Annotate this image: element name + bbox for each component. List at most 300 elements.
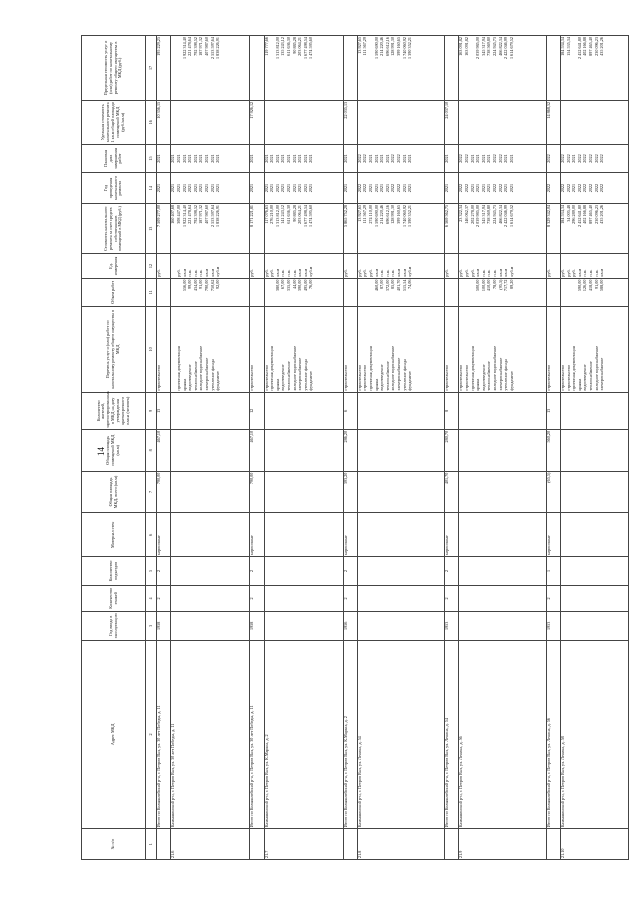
cell-line: 274 110,00 xyxy=(367,204,373,224)
cell-entrances: 2 xyxy=(157,557,171,586)
cell-line: 195 229,25 xyxy=(156,37,162,56)
cell-line: 1 590 690,00 xyxy=(373,204,379,227)
column-number: 17 xyxy=(146,36,157,101)
cell-line: 2022 xyxy=(593,183,599,193)
cell-unit-cost xyxy=(171,100,250,144)
cell-line: 128 991,30 xyxy=(390,204,396,224)
cell-line: строительство xyxy=(249,365,255,391)
cell-line: 2021 xyxy=(176,183,181,193)
cell-line: 2 039 985,00 xyxy=(475,37,481,59)
cell-line: 2021 xyxy=(373,183,379,193)
cell-line: 13 927,65 xyxy=(356,204,362,222)
cell-line: руб. xyxy=(362,269,368,277)
cell-line: руб. xyxy=(565,269,571,277)
column-header: Плановая дата завершения работ xyxy=(82,144,146,173)
cell-units xyxy=(445,254,459,278)
cell-line: 590,00 xyxy=(576,279,582,292)
cell-line xyxy=(547,37,553,99)
cell-line: 1 838 226,91 xyxy=(215,37,221,59)
cell-line: 2021 xyxy=(407,154,413,163)
cell-line: электроснабжение xyxy=(497,357,503,391)
cell-line: теплоснабжение xyxy=(384,361,390,391)
cell-line: крыша xyxy=(274,378,280,391)
cell-line: 126,00 xyxy=(582,279,588,292)
cell-area-total: 401,70 xyxy=(445,471,459,513)
column-header: Общая площадь помещений МКД (кв.м) xyxy=(82,429,146,471)
column-header: Год проведения капитального ремонта xyxy=(82,173,146,204)
cell-line: 2022 xyxy=(560,183,566,193)
cell-area-rooms xyxy=(561,429,629,471)
cell-line: 2021 xyxy=(508,183,514,193)
cell-line: 2021 xyxy=(367,183,373,193)
cell-costs xyxy=(459,203,547,253)
cell-line: 2021 xyxy=(263,183,269,193)
cell-line: 119 777,66 xyxy=(263,37,269,56)
cell-limit-cost xyxy=(264,36,343,101)
cell-line: 2021 xyxy=(156,154,162,163)
cell-unit-cost: 24 037,10 xyxy=(445,100,459,144)
cell-line: 1 390 352,21 xyxy=(407,37,413,59)
cell-line: 99,00 xyxy=(187,279,193,289)
cell-line: 2021 xyxy=(480,183,486,193)
cell-line: 2021 xyxy=(215,154,221,163)
cell-volumes xyxy=(250,278,264,307)
cell-area-rooms: 467,10 xyxy=(157,429,171,471)
cell-units xyxy=(459,254,547,278)
cell-line: 2021 xyxy=(249,183,255,193)
cell-line: утепление фасада xyxy=(503,358,509,391)
cell-line: 2021 xyxy=(181,183,187,193)
cell-line: 2021 xyxy=(571,154,577,163)
cell-line: водоотведение xyxy=(480,364,486,391)
cell-line: 418,00 xyxy=(588,279,594,292)
cell-line: 345 317,94 xyxy=(480,204,486,224)
cell-line: утепление фасада xyxy=(302,358,308,391)
cell-line: 2021 xyxy=(181,154,187,163)
column-number: 4 xyxy=(146,585,157,611)
cell-no xyxy=(546,829,560,860)
cell-years xyxy=(546,173,560,204)
cell-area-total xyxy=(561,471,629,513)
cell-address: Итого по Колышлейский р-н, г. Петров Вал, ул. Ленина, д. 54 xyxy=(445,640,459,829)
cell-year: 1958 xyxy=(250,612,264,641)
cell-line: 399 160,65 xyxy=(395,204,401,224)
cell-floors xyxy=(459,585,547,611)
cell-line: строительство xyxy=(565,365,571,391)
cell-line: 2021 xyxy=(503,183,509,193)
cell-limit-cost xyxy=(357,36,445,101)
cell-line: п.м. xyxy=(582,269,588,277)
cell-walls xyxy=(459,513,547,557)
column-number: 14 xyxy=(146,173,157,204)
column-number: 8 xyxy=(146,429,157,471)
cell-line: руб. xyxy=(464,269,470,277)
cell-line: 380,00 xyxy=(274,279,280,292)
cell-line: 117 076,63 xyxy=(263,204,269,224)
cell-line: 111 567,29 xyxy=(362,37,368,56)
cell-line: 160 407,68 xyxy=(170,204,176,224)
cell-address: Камышинский р-н, г. Петров Вал, ул. К.Маркса, д. 2 xyxy=(264,640,343,829)
cell-line: 556,00 xyxy=(181,279,187,292)
table-row xyxy=(171,36,250,860)
cell-line: 792 398,52 xyxy=(192,204,198,224)
cell-line: руб. xyxy=(560,269,566,277)
cell-area-rooms: 467,10 xyxy=(250,429,264,471)
cell-no: 21.10 xyxy=(561,829,629,860)
cell-line: крыша xyxy=(576,378,582,391)
cell-address: Камышинский р-н, г. Петров Вал, ул. Ленина, д. 54 xyxy=(357,640,445,829)
cell-line: 2021 xyxy=(280,183,286,193)
cell-floors: 2 xyxy=(343,585,357,611)
cell-line xyxy=(157,280,163,306)
cell-line: руб. xyxy=(571,269,577,277)
cell-line: 402 166,88 xyxy=(582,204,588,224)
cell-line: 500,00 xyxy=(475,279,481,292)
cell-line: строительство xyxy=(362,365,368,391)
table-row xyxy=(250,36,264,860)
cell-line: 146 062,37 xyxy=(464,204,470,224)
cell-costs xyxy=(157,203,171,253)
cell-floors: 2 xyxy=(445,585,459,611)
cell-line xyxy=(344,280,350,306)
cell-line: 85,00 xyxy=(390,279,396,289)
cell-works xyxy=(561,307,629,393)
cell-area-rooms xyxy=(264,429,343,471)
cell-line: п.м. xyxy=(588,269,594,277)
cell-line: строительство xyxy=(458,365,464,391)
cell-line xyxy=(445,37,451,99)
cell-costs xyxy=(445,203,459,253)
cell-line: п.м. xyxy=(285,269,291,277)
cell-line: 2021 xyxy=(407,183,413,193)
cell-line: 1 677 498,54 xyxy=(302,37,308,59)
cell-line: крыша xyxy=(373,378,379,391)
cell-area-rooms xyxy=(459,429,547,471)
column-number: 16 xyxy=(146,100,157,144)
column-header: Удельная стоимость капитального ремонта 1 кв.м общей площади помещений МКД (руб./кв.м) xyxy=(82,100,146,144)
cell-line: 141 243,12 xyxy=(280,204,286,224)
cell-line: 2021 xyxy=(285,183,291,193)
cell-year: 1953 xyxy=(546,612,560,641)
cell-floors xyxy=(561,585,629,611)
cell-line: 2022 xyxy=(576,183,582,193)
cell-line: 2022 xyxy=(560,154,566,163)
cell-line: 897 465,40 xyxy=(588,37,594,56)
cell-line: 6 569 562,75 xyxy=(444,204,450,227)
cell-line: 2021 xyxy=(308,154,314,163)
cell-no xyxy=(157,829,171,860)
cell-volumes xyxy=(343,278,357,307)
cell-line: 2022 xyxy=(492,183,497,193)
cell-line: 2022 xyxy=(362,154,368,163)
page-number: 14 xyxy=(96,447,106,456)
cell-line: 2021 xyxy=(176,154,181,163)
cell-line: куб.м xyxy=(508,266,514,277)
cell-line: 738 569,80 xyxy=(486,204,492,224)
cell-line: 2021 xyxy=(379,183,385,193)
cell-line: холодное водоснабжение xyxy=(291,345,297,391)
cell-line: куб.м xyxy=(407,266,413,277)
cell-line: 2021 xyxy=(198,154,204,163)
cell-line: 696 612,16 xyxy=(384,204,390,224)
cell-residents: 13 xyxy=(546,392,560,429)
cell-line: 611 636,30 xyxy=(285,204,291,224)
cell-line: 2021 xyxy=(280,154,286,163)
cell-line: водоотведение xyxy=(582,364,588,391)
cell-line: 335,00 xyxy=(285,279,291,292)
cell-line xyxy=(445,280,451,306)
cell-floors xyxy=(264,585,343,611)
cell-line: кв.м xyxy=(373,268,379,277)
column-header: Количество этажей xyxy=(82,585,146,611)
cell-line: 2021 xyxy=(475,154,481,163)
cell-line: 296 289,00 xyxy=(571,204,577,224)
cell-line: 34 005,48 xyxy=(565,204,571,222)
cell-line: 1 740 060,92 xyxy=(401,204,407,227)
cell-line: 221 478,64 xyxy=(187,37,193,56)
cell-line: 2021 xyxy=(203,154,209,163)
cell-line: 221 478,64 xyxy=(187,204,193,224)
cell-line: 750,62 xyxy=(209,279,215,292)
cell-line: крыша xyxy=(181,378,187,391)
cell-year xyxy=(171,612,250,641)
cell-area-total xyxy=(459,471,547,513)
column-number: 15 xyxy=(146,144,157,173)
table-row xyxy=(343,36,357,860)
cell-units xyxy=(171,254,250,278)
cell-line: 2021 xyxy=(486,154,492,163)
cell-line: 2022 xyxy=(599,183,605,193)
cell-line: 2021 xyxy=(156,183,162,193)
cell-entrances: 2 xyxy=(343,557,357,586)
cell-units xyxy=(561,254,629,278)
cell-line: 2021 xyxy=(384,154,390,163)
cell-costs xyxy=(561,203,629,253)
cell-line: 2021 xyxy=(170,154,176,163)
cell-volumes xyxy=(357,278,445,307)
cell-area-rooms xyxy=(357,429,445,471)
cell-area-total: 393,20 xyxy=(343,471,357,513)
cell-line: 90 885,28 xyxy=(291,204,297,222)
cell-line: 203 064,21 xyxy=(297,204,303,224)
cell-line: п.м. xyxy=(280,269,286,277)
cell-years xyxy=(157,173,171,204)
column-number: 5 xyxy=(146,557,157,586)
cell-line: 87,00 xyxy=(379,279,385,289)
cell-line: 2021 xyxy=(503,154,509,163)
cell-line: 2022 xyxy=(565,183,571,193)
cell-line: 2022 xyxy=(565,154,571,163)
cell-volumes xyxy=(546,278,560,307)
cell-line: фундамент xyxy=(407,371,413,391)
cell-line: 495,00 xyxy=(302,279,308,292)
cell-entrances xyxy=(357,557,445,586)
cell-works xyxy=(357,307,445,393)
cell-line: 2021 xyxy=(187,154,193,163)
cell-floors xyxy=(171,585,250,611)
cell-works xyxy=(343,307,357,393)
table-row xyxy=(546,36,560,860)
cell-line: 1 614 679,52 xyxy=(508,37,514,59)
cell-line: 2021 xyxy=(401,183,407,193)
cell-line xyxy=(547,280,553,306)
cell-line: 790,00 xyxy=(203,279,209,292)
cell-line: 2021 xyxy=(475,183,481,193)
cell-line: 611 636,30 xyxy=(285,37,291,56)
cell-line: кв.м xyxy=(297,268,303,277)
cell-line: 2021 xyxy=(269,183,275,193)
cell-area-total: 790,00 xyxy=(250,471,264,513)
cell-line: 2021 xyxy=(384,183,390,193)
cell-line: кв.м xyxy=(475,268,481,277)
cell-walls: кирпичные xyxy=(546,513,560,557)
cell-line: 460,00 xyxy=(373,279,379,292)
cell-line: строительство xyxy=(356,365,362,391)
cell-line: 2022 xyxy=(458,154,464,163)
cell-line: 2 039 985,00 xyxy=(475,204,481,227)
cell-line: строительство xyxy=(156,365,162,391)
cell-line: руб. xyxy=(444,269,450,277)
cell-limit-cost xyxy=(546,36,560,101)
cell-address: Камышинский р-н, г. Петров Вал, ул. 30 лет Победы, д. 11 xyxy=(171,640,250,829)
cell-area-total xyxy=(264,471,343,513)
cell-line: строительство xyxy=(464,365,470,391)
cell-line: теплоснабжение xyxy=(588,361,594,391)
cell-address: Камышинский р-н, г. Петров Вал, ул. Ленина, д. 56 xyxy=(459,640,547,829)
cell-line: теплоснабжение xyxy=(486,361,492,391)
cell-line: 2022 xyxy=(492,154,497,163)
cell-line: 738 569,80 xyxy=(486,37,492,56)
cell-line: 2022 xyxy=(390,154,396,163)
cell-floors: 2 xyxy=(157,585,171,611)
cell-line: фундамент xyxy=(308,371,314,391)
cell-line: 2021 xyxy=(192,154,198,163)
cell-line: 435 201,26 xyxy=(599,37,605,56)
capital-repair-table xyxy=(81,35,629,860)
cell-line: 163 091,82 xyxy=(458,37,464,56)
cell-line: 434,00 xyxy=(192,279,198,292)
cell-line: 2021 xyxy=(444,183,450,193)
cell-no xyxy=(250,829,264,860)
cell-line: теплоснабжение xyxy=(285,361,291,391)
cell-works xyxy=(459,307,547,393)
cell-line: руб. xyxy=(342,269,348,277)
cell-residents: 12 xyxy=(250,392,264,429)
cell-line: 1 313 812,00 xyxy=(274,37,280,59)
column-header: Общая площадь МКД, всего (кв.м) xyxy=(82,471,146,513)
column-number: 2 xyxy=(146,640,157,829)
cell-line: 2022 xyxy=(588,183,594,193)
cell-line: руб. xyxy=(545,269,551,277)
cell-unit-cost xyxy=(264,100,343,144)
table-row xyxy=(459,36,547,860)
column-header: Объем работ xyxy=(82,278,146,307)
cell-works xyxy=(546,307,560,393)
cell-line: 401,70 xyxy=(395,279,401,292)
cell-line: руб. xyxy=(458,269,464,277)
cell-line: 2022 xyxy=(458,183,464,193)
cell-units xyxy=(343,254,357,278)
cell-line: электроснабжение xyxy=(395,357,401,391)
cell-residents: 13 xyxy=(157,392,171,429)
cell-units xyxy=(357,254,445,278)
cell-years xyxy=(445,173,459,204)
cell-line: 92,00 xyxy=(215,279,221,289)
cell-line: 67,00 xyxy=(280,279,286,289)
cell-years xyxy=(343,173,357,204)
table-row xyxy=(264,36,343,860)
cell-units xyxy=(546,254,560,278)
cell-line: 111 567,29 xyxy=(362,204,368,224)
cell-dates xyxy=(546,144,560,173)
cell-line: 2022 xyxy=(497,154,503,163)
cell-line: 13 927,65 xyxy=(356,37,362,54)
cell-line: руб. xyxy=(156,269,162,277)
cell-line: 5 865 752,28 xyxy=(342,204,348,227)
cell-line: 696 612,16 xyxy=(384,37,390,56)
cell-limit-cost xyxy=(171,36,250,101)
cell-line: электроснабжение xyxy=(203,357,209,391)
cell-walls xyxy=(561,513,629,557)
cell-year: 1956 xyxy=(343,612,357,641)
cell-line: 792 398,52 xyxy=(192,37,198,56)
cell-volumes xyxy=(171,278,250,307)
cell-walls xyxy=(264,513,343,557)
table-row xyxy=(357,36,445,860)
cell-volumes xyxy=(459,278,547,307)
column-header: Предельная стоимость услуг и (или) работ по капитальному ремонту общего имущества в МКД (руб.) xyxy=(82,36,146,101)
cell-line: 2022 xyxy=(497,183,503,193)
cell-residents xyxy=(357,392,445,429)
cell-line: 402 166,88 xyxy=(582,37,588,56)
cell-line: куб.м xyxy=(308,266,314,277)
table-row xyxy=(445,36,459,860)
cell-line: 2021 xyxy=(571,183,577,193)
cell-line: 202 278,00 xyxy=(469,204,475,224)
cell-line: строительство xyxy=(342,365,348,391)
cell-volumes xyxy=(264,278,343,307)
cell-line: 515,54 xyxy=(401,279,407,292)
cell-line: 2022 xyxy=(576,154,582,163)
column-number: 11 xyxy=(146,278,157,307)
cell-walls: кирпичные xyxy=(250,513,264,557)
cell-line: 2022 xyxy=(545,154,551,163)
cell-dates xyxy=(357,144,445,173)
cell-line: п.м. xyxy=(192,269,198,277)
cell-dates xyxy=(157,144,171,173)
cell-line: 44,00 xyxy=(291,279,297,289)
cell-line: руб. xyxy=(367,269,373,277)
cell-line: 1 614 679,52 xyxy=(508,204,514,227)
cell-year xyxy=(561,612,629,641)
cell-area-total: (65,5) xyxy=(546,471,560,513)
cell-line: 1 474 595,60 xyxy=(308,37,314,59)
cell-line: 2 553 597,64 xyxy=(209,37,215,59)
cell-line: холодное водоснабжение xyxy=(390,345,396,391)
cell-line: 2 422 046,99 xyxy=(503,204,509,227)
cell-walls: кирпичные xyxy=(343,513,357,557)
cell-line: 203 064,21 xyxy=(297,37,303,56)
cell-residents xyxy=(561,392,629,429)
cell-line: 2021 xyxy=(308,183,314,193)
cell-line: 1 313 812,00 xyxy=(274,204,280,227)
cell-no: 21.8 xyxy=(357,829,445,860)
cell-line: 214 220,46 xyxy=(379,204,385,224)
cell-line: 100,00 xyxy=(480,279,486,292)
cell-line: 2021 xyxy=(342,183,348,193)
cell-line: п.м. xyxy=(198,269,204,277)
cell-volumes xyxy=(445,278,459,307)
